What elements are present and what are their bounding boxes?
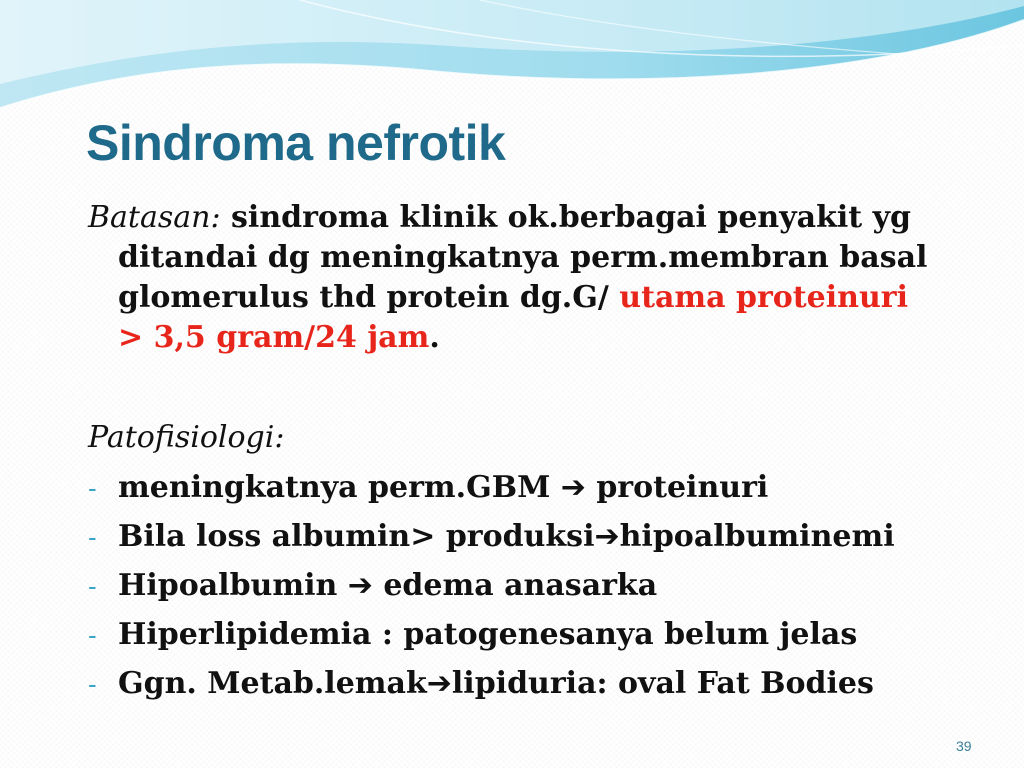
bullet-dash: - xyxy=(88,473,97,503)
patofisiologi-list xyxy=(88,466,895,711)
item-text: Bila loss albumin> produksi xyxy=(118,519,595,554)
patofisiologi-heading: Patofisiologi: xyxy=(88,420,285,455)
item-text: hipoalbuminemi xyxy=(619,519,895,554)
arrow-right-icon: ➔ xyxy=(560,470,586,505)
item-text: edema anasarka xyxy=(372,568,658,603)
highlight-threshold: > 3,5 gram/24 jam xyxy=(118,320,430,355)
definition-line-2: ditandai dg meningkatnya perm.membran basal xyxy=(118,240,928,275)
bullet-dash: - xyxy=(88,669,97,699)
list-item xyxy=(88,564,895,613)
item-text: proteinuri xyxy=(585,470,769,505)
item-text: lipiduria: oval Fat Bodies xyxy=(451,666,874,701)
slide-title: Sindroma nefrotik xyxy=(86,115,506,171)
definition-line-1 xyxy=(88,198,988,238)
bullet-dash: - xyxy=(88,522,97,552)
arrow-right-icon: ➔ xyxy=(426,666,452,701)
definition-label: Batasan: xyxy=(88,200,221,235)
bullet-dash: - xyxy=(88,620,97,650)
header-wave-decoration xyxy=(0,0,1024,120)
definition-period: . xyxy=(429,320,440,355)
definition-line-4 xyxy=(88,318,988,358)
item-text: meningkatnya perm.GBM xyxy=(118,470,561,505)
list-item xyxy=(88,613,895,662)
item-text: Ggn. Metab.lemak xyxy=(118,666,427,701)
list-item xyxy=(88,515,895,564)
definition-paragraph xyxy=(88,198,988,358)
bullet-dash: - xyxy=(88,571,97,601)
highlight-proteinuri: utama proteinuri xyxy=(619,280,908,315)
definition-text-1: sindroma klinik ok.berbagai penyakit yg xyxy=(220,200,911,235)
item-text: Hiperlipidemia : patogenesanya belum jelas xyxy=(118,617,858,652)
page-number: 39 xyxy=(956,738,972,754)
definition-text-3: glomerulus thd protein dg.G/ xyxy=(118,280,620,315)
definition-line-3 xyxy=(88,278,988,318)
arrow-right-icon: ➔ xyxy=(347,568,373,603)
item-text: Hipoalbumin xyxy=(118,568,348,603)
list-item xyxy=(88,466,895,515)
arrow-right-icon: ➔ xyxy=(594,519,620,554)
list-item xyxy=(88,662,895,711)
